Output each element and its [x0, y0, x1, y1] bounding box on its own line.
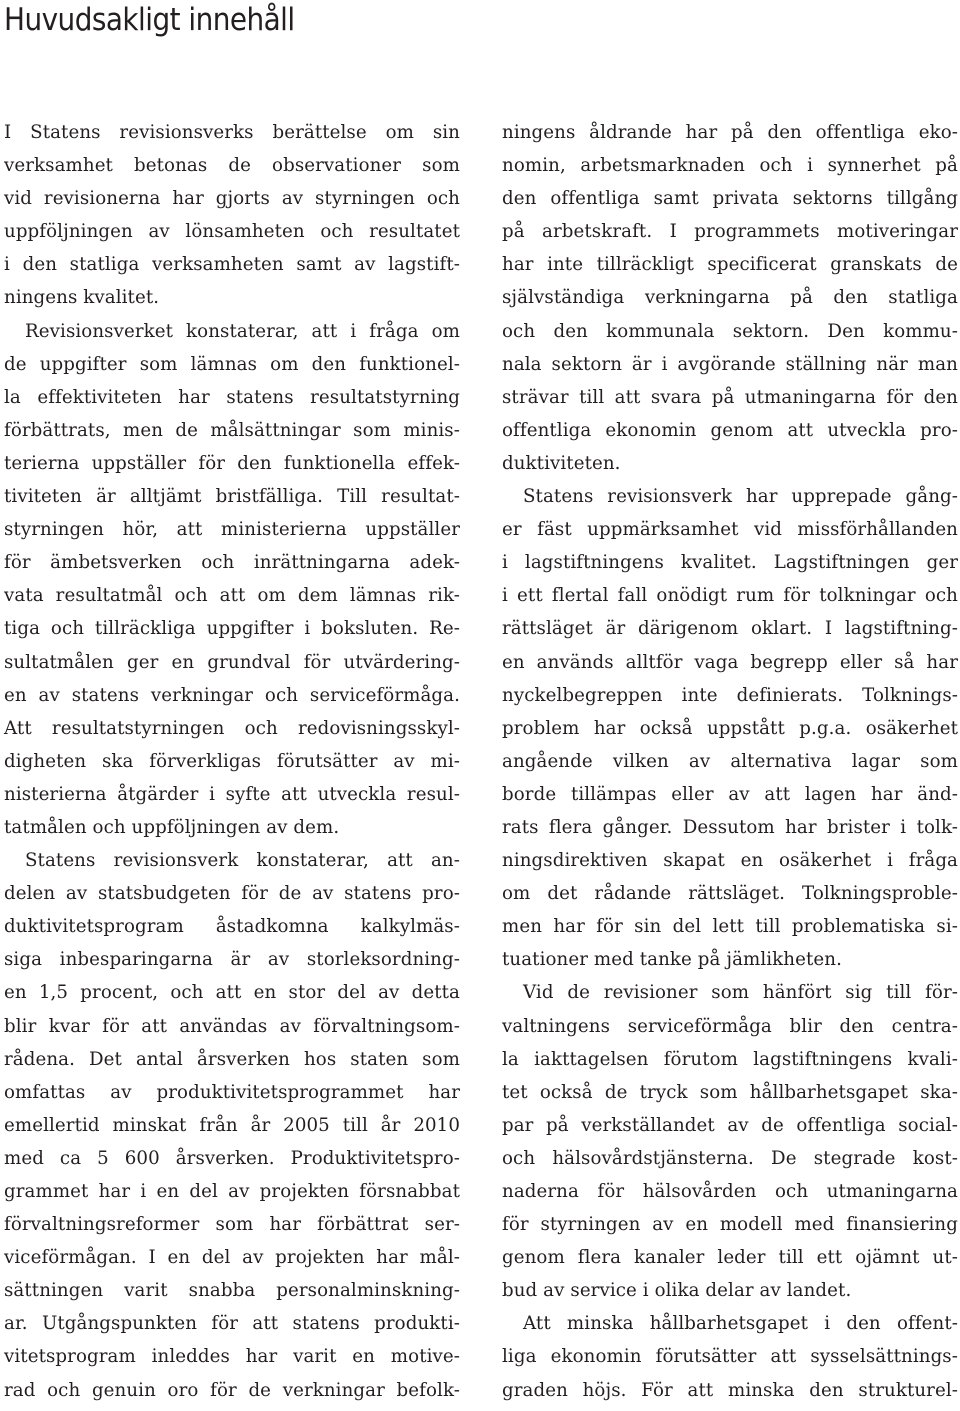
text-line: för styrningen av en modell med finansiering: [502, 1214, 958, 1236]
text-line: grammet har i en del av projekten försnabbat: [4, 1181, 460, 1202]
text-line: ningens åldrande har på den offentliga eko-: [502, 122, 958, 143]
text-line: valtningens serviceförmåga blir den centra-: [502, 1015, 958, 1037]
text-line: er fäst uppmärksamhet vid missförhållanden: [502, 519, 958, 541]
text-line: ar. Utgångspunkten för att statens produkti-: [4, 1313, 460, 1335]
text-line: genom flera kanaler leder till ett ojämnt ut-: [502, 1247, 958, 1269]
text-line: nisterierna åtgärder i syfte att utveckla resul-: [4, 783, 460, 805]
text-line: ningens kvalitet.: [4, 287, 160, 309]
text-line: en av statens verkningar och serviceförmåga.: [4, 684, 460, 706]
text-line: sättningen varit snabba personalminskning-: [4, 1280, 460, 1302]
text-line: i lagstiftningens kvalitet. Lagstiftningen ger: [502, 552, 958, 574]
text-line: viceförmågan. I en del av projekten har mål-: [4, 1247, 460, 1269]
text-line: bud av service i olika delar av landet.: [502, 1280, 852, 1302]
text-line: nala sektorn är i avgörande ställning när man: [502, 353, 958, 375]
text-line: ningsdirektiven skapat en osäkerhet i fråga: [502, 850, 958, 872]
text-line: duktivitetsprogram åstadkomna kalkylmäs-: [4, 916, 460, 938]
left-text-column: [4, 116, 460, 1407]
text-line: omfattas av produktivitetsprogrammet har: [4, 1081, 460, 1103]
right-text-column: [502, 116, 958, 1407]
text-line: förbättrats, men de målsättningar som minis-: [4, 419, 460, 441]
text-line: den offentliga samt privata sektorns tillgång: [502, 188, 958, 210]
text-line: en 1,5 procent, och att en stor del av detta: [4, 982, 460, 1004]
text-line: delen av statsbudgeten för de av statens pro-: [4, 883, 460, 905]
text-line: tiga och tillräckliga uppgifter i boksluten. Re-: [4, 618, 460, 640]
text-line: problem har också uppstått p.g.a. osäkerhet: [502, 717, 958, 739]
text-line: la iakttagelsen förutom lagstiftningens kvali-: [502, 1048, 958, 1070]
text-line: I Statens revisionsverks berättelse om sin: [4, 122, 460, 143]
text-line: par på verkställandet av de offentliga social-: [502, 1114, 958, 1136]
text-line: borde tillämpas eller av att lagen har änd-: [502, 783, 958, 805]
text-line: men har för sin del lett till problematiska si-: [502, 916, 958, 938]
text-line: förvaltningsreformer som har förbättrat ser-: [4, 1214, 460, 1236]
text-line: la effektiviteten har statens resultatstyrning: [4, 386, 460, 408]
text-line: Att resultatstyrningen och redovisningsskyl-: [4, 717, 460, 739]
text-line: sultatmålen ger en grundval för utvärdering-: [4, 651, 460, 673]
page-title: Huvudsakligt innehåll: [4, 2, 295, 38]
text-line: Vid de revisioner som hänfört sig till för-: [523, 982, 958, 1004]
text-line: blir kvar för att användas av förvaltningsom-: [4, 1015, 460, 1037]
text-line: självständiga verkningarna på den statliga: [502, 287, 958, 309]
text-line: en används alltför vaga begrepp eller så har: [502, 651, 958, 673]
text-line: uppföljningen av lönsamheten och resultatet: [4, 221, 460, 243]
text-line: tet också de tryck som hållbarhetsgapet ska-: [502, 1081, 958, 1103]
text-line: och den kommunala sektorn. Den kommu-: [502, 320, 958, 342]
text-line: med ca 5 600 årsverken. Produktivitetspro-: [4, 1147, 460, 1169]
text-line: verksamhet betonas de observationer som: [4, 155, 460, 177]
text-line: Revisionsverket konstaterar, att i fråga om: [25, 320, 460, 342]
text-line: tiviteten är alltjämt bristfälliga. Till resultat-: [4, 486, 460, 508]
text-line: strävar till att svara på utmaningarna för den: [502, 386, 958, 408]
text-line: tuationer med tanke på jämlikheten.: [502, 949, 842, 971]
text-line: duktiviteten.: [502, 452, 621, 474]
text-line: liga ekonomin förutsätter att sysselsättnings-: [502, 1346, 958, 1368]
text-line: rats flera gånger. Dessutom har brister i tolk-: [502, 816, 958, 838]
text-line: har inte tillräckligt specificerat granskats de: [502, 254, 958, 276]
text-line: digheten ska förverkligas förutsätter av mi-: [4, 750, 460, 772]
text-line: i den statliga verksamheten samt av lagstift-: [4, 254, 460, 276]
text-line: graden höjs. För att minska den strukturel-: [502, 1379, 958, 1401]
text-line: rad och genuin oro för de verkningar befolk-: [4, 1379, 460, 1401]
text-line: rättsläget är därigenom oklart. I lagstiftning-: [502, 618, 958, 640]
text-line: i ett flertal fall onödigt rum för tolkningar och: [502, 585, 958, 607]
text-line: tatmålen och uppföljningen av dem.: [4, 816, 340, 838]
text-line: styrningen hör, att ministerierna uppställer: [4, 519, 460, 541]
text-line: angående vilken av alternativa lagar som: [502, 750, 958, 772]
text-line: emellertid minskat från år 2005 till år 2010: [4, 1114, 460, 1136]
text-line: Statens revisionsverk konstaterar, att an-: [25, 850, 460, 872]
text-line: rådena. Det antal årsverken hos staten som: [4, 1048, 460, 1070]
text-line: naderna för hälsovården och utmaningarna: [502, 1181, 958, 1202]
text-line: för ämbetsverken och inrättningarna adek-: [4, 552, 460, 574]
text-line: de uppgifter som lämnas om den funktionel-: [4, 353, 460, 375]
text-line: nomin, arbetsmarknaden och i synnerhet på: [502, 155, 958, 177]
text-line: vata resultatmål och att om dem lämnas rik-: [4, 585, 460, 607]
text-line: vitetsprogram inleddes har varit en motive-: [4, 1346, 460, 1368]
text-line: Att minska hållbarhetsgapet i den offent-: [523, 1313, 958, 1335]
text-line: terierna uppställer för den funktionella effek-: [4, 452, 460, 474]
text-line: nyckelbegreppen inte definierats. Tolknings-: [502, 684, 958, 706]
text-line: om det rådande rättsläget. Tolkningsproble-: [502, 883, 958, 905]
text-line: siga inbesparingarna är av storleksordning-: [4, 949, 460, 971]
text-line: Statens revisionsverk har upprepade gång-: [523, 486, 958, 508]
text-line: och hälsovårdstjänsterna. De stegrade kost-: [502, 1147, 958, 1169]
text-line: på arbetskraft. I programmets motiveringar: [502, 221, 958, 243]
text-line: vid revisionerna har gjorts av styrningen och: [4, 188, 460, 210]
text-line: offentliga ekonomin genom att utveckla pro-: [502, 419, 958, 441]
